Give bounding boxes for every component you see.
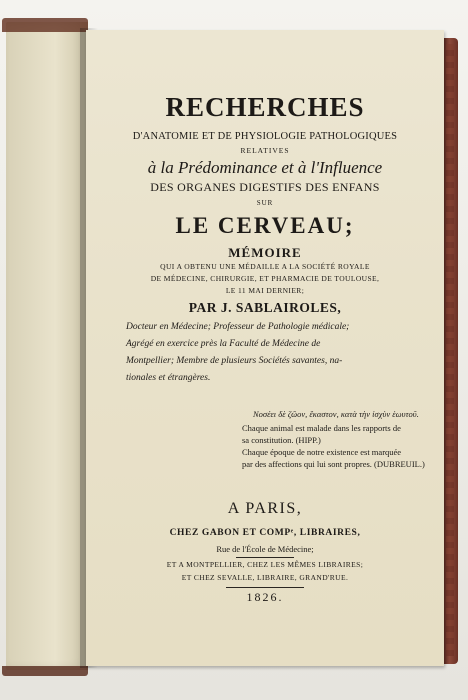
organes-line: DES ORGANES DIGESTIFS DES ENFANS — [150, 180, 380, 194]
memoire-heading: MÉMOIRE — [228, 245, 302, 260]
credential-line: Agrégé en exercice près la Faculté de Médecine de — [126, 339, 321, 349]
imprint-city: A PARIS, — [227, 500, 303, 517]
epigraph-line: sa constitution. (HIPP.) — [242, 435, 321, 445]
relatives-line: RELATIVES — [240, 146, 290, 155]
imprint-year: 1826. — [246, 590, 284, 604]
greek-epigraph: Νοσέει δὲ ζῶον, ἕκαστον, κατὰ τὴν ἰσχὺν ἑωυτοῦ. — [253, 409, 419, 419]
credential-line: Montpellier; Membre de plusieurs Sociétés savantes, na- — [126, 356, 343, 366]
script-line: à la Prédominance et à l'Influence — [147, 158, 383, 177]
book-title: RECHERCHES — [165, 92, 365, 122]
imprint-montpellier: ET A MONTPELLIER, CHEZ LES MÊMES LIBRAIRES; — [166, 560, 364, 569]
divider — [236, 557, 294, 558]
credential-line: tionales et étrangères. — [126, 373, 211, 383]
epigraph-line: par des affections qui lui sont propres. (DUBREUIL.) — [242, 459, 425, 469]
epigraph-line: Chaque animal est malade dans les rapports de — [242, 423, 401, 433]
cover-edge — [446, 44, 454, 656]
main-subject: LE CERVEAU; — [175, 213, 355, 238]
memoire-line-2: DE MÉDECINE, CHIRURGIE, ET PHARMACIE DE TOULOUSE, — [150, 274, 380, 283]
imprint-sevalle: ET CHEZ SEVALLE, LIBRAIRE, GRAND'RUE. — [181, 573, 349, 582]
memoire-line-1: QUI A OBTENU UNE MÉDAILLE A LA SOCIÉTÉ ROYALE — [160, 262, 370, 271]
imprint-publisher: CHEZ GABON ET COMPᵉ, LIBRAIRES, — [169, 528, 361, 538]
author-line: PAR J. SABLAIROLES, — [188, 300, 342, 315]
left-page — [6, 22, 88, 670]
memoire-line-3: LE 11 MAI DERNIER; — [225, 286, 305, 295]
credential-line: Docteur en Médecine; Professeur de Pathologie médicale; — [126, 322, 350, 332]
imprint-address: Rue de l'École de Médecine; — [216, 544, 314, 554]
subtitle-line: D'ANATOMIE ET DE PHYSIOLOGIE PATHOLOGIQUES — [132, 131, 398, 142]
sur-line: SUR — [256, 199, 274, 207]
divider — [226, 587, 304, 588]
epigraph-line: Chaque époque de notre existence est marquée — [242, 447, 402, 457]
title-page — [86, 30, 444, 666]
